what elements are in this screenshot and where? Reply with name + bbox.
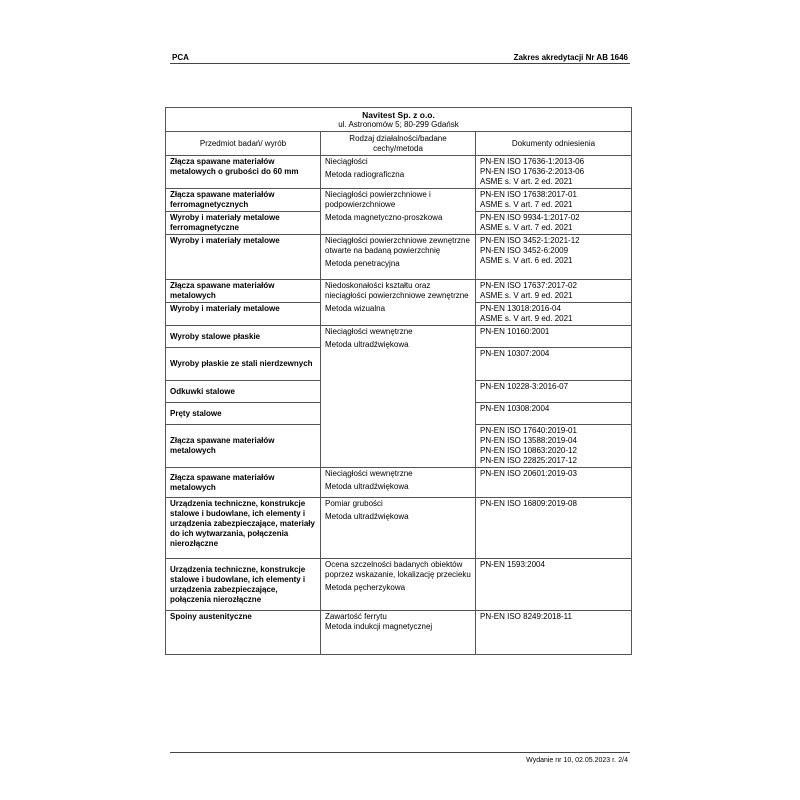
row-subject: Złącza spawane materiałów metalowych: [166, 280, 321, 303]
row-feature: Niedoskonałości kształtu oraz nieciągłości powierzchniowe zewnętrzne: [321, 280, 476, 303]
table-row: [166, 156, 632, 189]
table-row: [166, 235, 632, 280]
document-ref: PN-EN ISO 13588:2019-04: [480, 436, 577, 445]
row-subject: Wyroby płaskie ze stali nierdzewnych: [166, 348, 321, 381]
column-header-documents: Dokumenty odniesienia: [476, 132, 632, 156]
row-method: Metoda magnetyczno-proszkowa: [321, 212, 476, 235]
row-method: Metoda ultradźwiękowa: [325, 512, 409, 521]
table-row: [166, 212, 632, 235]
row-documents: [476, 381, 632, 403]
document-ref: PN-EN ISO 17640:2019-01: [480, 426, 577, 435]
row-documents: [476, 326, 632, 348]
row-subject: Odkuwki stalowe: [166, 381, 321, 403]
row-method-cell: [321, 559, 476, 611]
lab-header: [166, 108, 632, 132]
document-ref: ASME s. V art. 7 ed. 2021: [480, 223, 573, 232]
footer-page-number: 2/4: [618, 757, 628, 764]
table-row: [166, 498, 632, 559]
document-ref: PN-EN 1593:2004: [480, 560, 545, 569]
row-method-cell: [321, 498, 476, 559]
lab-header-row: [166, 108, 632, 132]
row-feature: Nieciągłości powierzchniowe zewnętrzne otwarte na badaną powierzchnię: [325, 236, 470, 255]
footer-divider: [170, 752, 630, 753]
row-documents: [476, 280, 632, 303]
row-subject: Złącza spawane materiałów ferromagnetycznych: [166, 189, 321, 212]
row-documents: [476, 156, 632, 189]
document-ref: PN-EN 10228-3:2016-07: [480, 382, 569, 391]
document-ref: PN-EN ISO 17636-2:2013-06: [480, 167, 585, 176]
column-header-method: Rodzaj działalności/badane cechy/metoda: [321, 132, 476, 156]
row-method: Metoda radiograficzna: [325, 170, 405, 179]
row-feature: Zawartość ferrytu: [325, 612, 387, 621]
document-ref: PN-EN ISO 22825:2017-12: [480, 456, 577, 465]
row-documents: [476, 303, 632, 326]
document-ref: PN-EN 10160:2001: [480, 327, 550, 336]
row-documents: [476, 498, 632, 559]
row-method-cell: [321, 326, 476, 468]
column-header-subject: Przedmiot badań/ wyrób: [166, 132, 321, 156]
table-row: [166, 303, 632, 326]
row-documents: [476, 559, 632, 611]
document-ref: PN-EN ISO 8249:2018-11: [480, 612, 572, 621]
row-documents: [476, 468, 632, 498]
row-method: Metoda penetracyjna: [325, 259, 400, 268]
header-right: Zakres akredytacji Nr AB 1646: [513, 53, 628, 62]
document-ref: PN-EN ISO 3452-6:2009: [480, 246, 569, 255]
document-ref: PN-EN ISO 16809:2019-08: [480, 499, 577, 508]
lab-name: Navitest Sp. z o.o.: [362, 109, 435, 120]
table-row: [166, 326, 632, 348]
row-documents: [476, 189, 632, 212]
document-ref: PN-EN 10307:2004: [480, 349, 550, 358]
row-documents: [476, 348, 632, 381]
row-feature: Pomiar grubości: [325, 499, 383, 508]
table-row: [166, 280, 632, 303]
row-documents: [476, 611, 632, 655]
row-documents: [476, 212, 632, 235]
document-ref: ASME s. V art. 2 ed. 2021: [480, 177, 573, 186]
row-method: Metoda indukcji magnetycznej: [325, 622, 433, 631]
row-documents: [476, 235, 632, 280]
document-ref: PN-EN ISO 3452-1:2021-12: [480, 236, 580, 245]
document-ref: PN-EN ISO 20601:2019-03: [480, 469, 577, 478]
accreditation-table: [165, 107, 632, 655]
row-subject: Wyroby i materiały metalowe: [166, 303, 321, 326]
table-row: [166, 559, 632, 611]
document-ref: PN-EN ISO 17637:2017-02: [480, 281, 577, 290]
row-method: Metoda pęcherzykowa: [325, 583, 406, 592]
document-ref: PN-EN 10308:2004: [480, 404, 550, 413]
row-method-cell: [321, 235, 476, 280]
row-method-cell: [321, 468, 476, 498]
row-feature: Nieciągłości: [325, 157, 368, 166]
row-documents: [476, 425, 632, 468]
document-ref: ASME s. V art. 9 ed. 2021: [480, 314, 573, 323]
row-method: Metoda ultradźwiękowa: [325, 340, 409, 349]
footer-edition: Wydanie nr 10, 02.05.2023 r.: [526, 757, 616, 764]
document-ref: ASME s. V art. 9 ed. 2021: [480, 291, 573, 300]
document-ref: PN-EN ISO 10863:2020-12: [480, 446, 577, 455]
row-feature: Nieciągłości powierzchniowe i podpowierzchniowe: [321, 189, 476, 212]
row-subject: Wyroby i materiały metalowe ferromagnetyczne: [166, 212, 321, 235]
row-subject: Wyroby stalowe płaskie: [166, 326, 321, 348]
row-subject: Pręty stalowe: [166, 403, 321, 425]
header-divider: [170, 63, 630, 64]
row-subject: Wyroby i materiały metalowe: [166, 235, 321, 280]
row-subject: Złącza spawane materiałów metalowych o grubości do 60 mm: [166, 156, 321, 189]
document-ref: PN-EN ISO 9934-1:2017-02: [480, 213, 580, 222]
row-method-cell: [321, 156, 476, 189]
table-row: [166, 189, 632, 212]
row-feature: Nieciągłości wewnętrzne: [325, 469, 413, 478]
header-left: PCA: [172, 53, 189, 62]
row-method-cell: [321, 611, 476, 655]
document-ref: ASME s. V art. 6 ed. 2021: [480, 256, 573, 265]
row-subject: Złącza spawane materiałów metalowych: [166, 468, 321, 498]
lab-address: ul. Astronomów 5; 80-299 Gdańsk: [338, 119, 459, 129]
document-ref: PN-EN ISO 17636-1:2013-06: [480, 157, 585, 166]
row-feature: Nieciągłości wewnętrzne: [325, 327, 413, 336]
row-method: Metoda wizualna: [321, 303, 476, 326]
row-subject: Urządzenia techniczne, konstrukcje stalowe i budowlane, ich elementy i urządzenia zabezpieczające, połączenia nierozłączne: [166, 559, 321, 611]
row-method: Metoda ultradźwiękowa: [325, 482, 409, 491]
row-subject: Urządzenia techniczne, konstrukcje stalowe i budowlane, ich elementy i urządzenia zabezpieczające, materiały do ich wytwarzania, połączenia nierozłączne: [166, 498, 321, 559]
row-subject: Spoiny austenityczne: [166, 611, 321, 655]
row-subject: Złącza spawane materiałów metalowych: [166, 425, 321, 468]
column-header-row: [166, 132, 632, 156]
row-documents: [476, 403, 632, 425]
document-ref: PN-EN ISO 17638:2017-01: [480, 190, 577, 199]
document-ref: ASME s. V art. 7 ed. 2021: [480, 200, 573, 209]
document-ref: PN-EN 13018:2016-04: [480, 304, 561, 313]
table-row: [166, 611, 632, 655]
table-row: [166, 468, 632, 498]
row-feature: Ocena szczelności badanych obiektów poprzez wskazanie, lokalizację przecieku: [325, 560, 471, 579]
